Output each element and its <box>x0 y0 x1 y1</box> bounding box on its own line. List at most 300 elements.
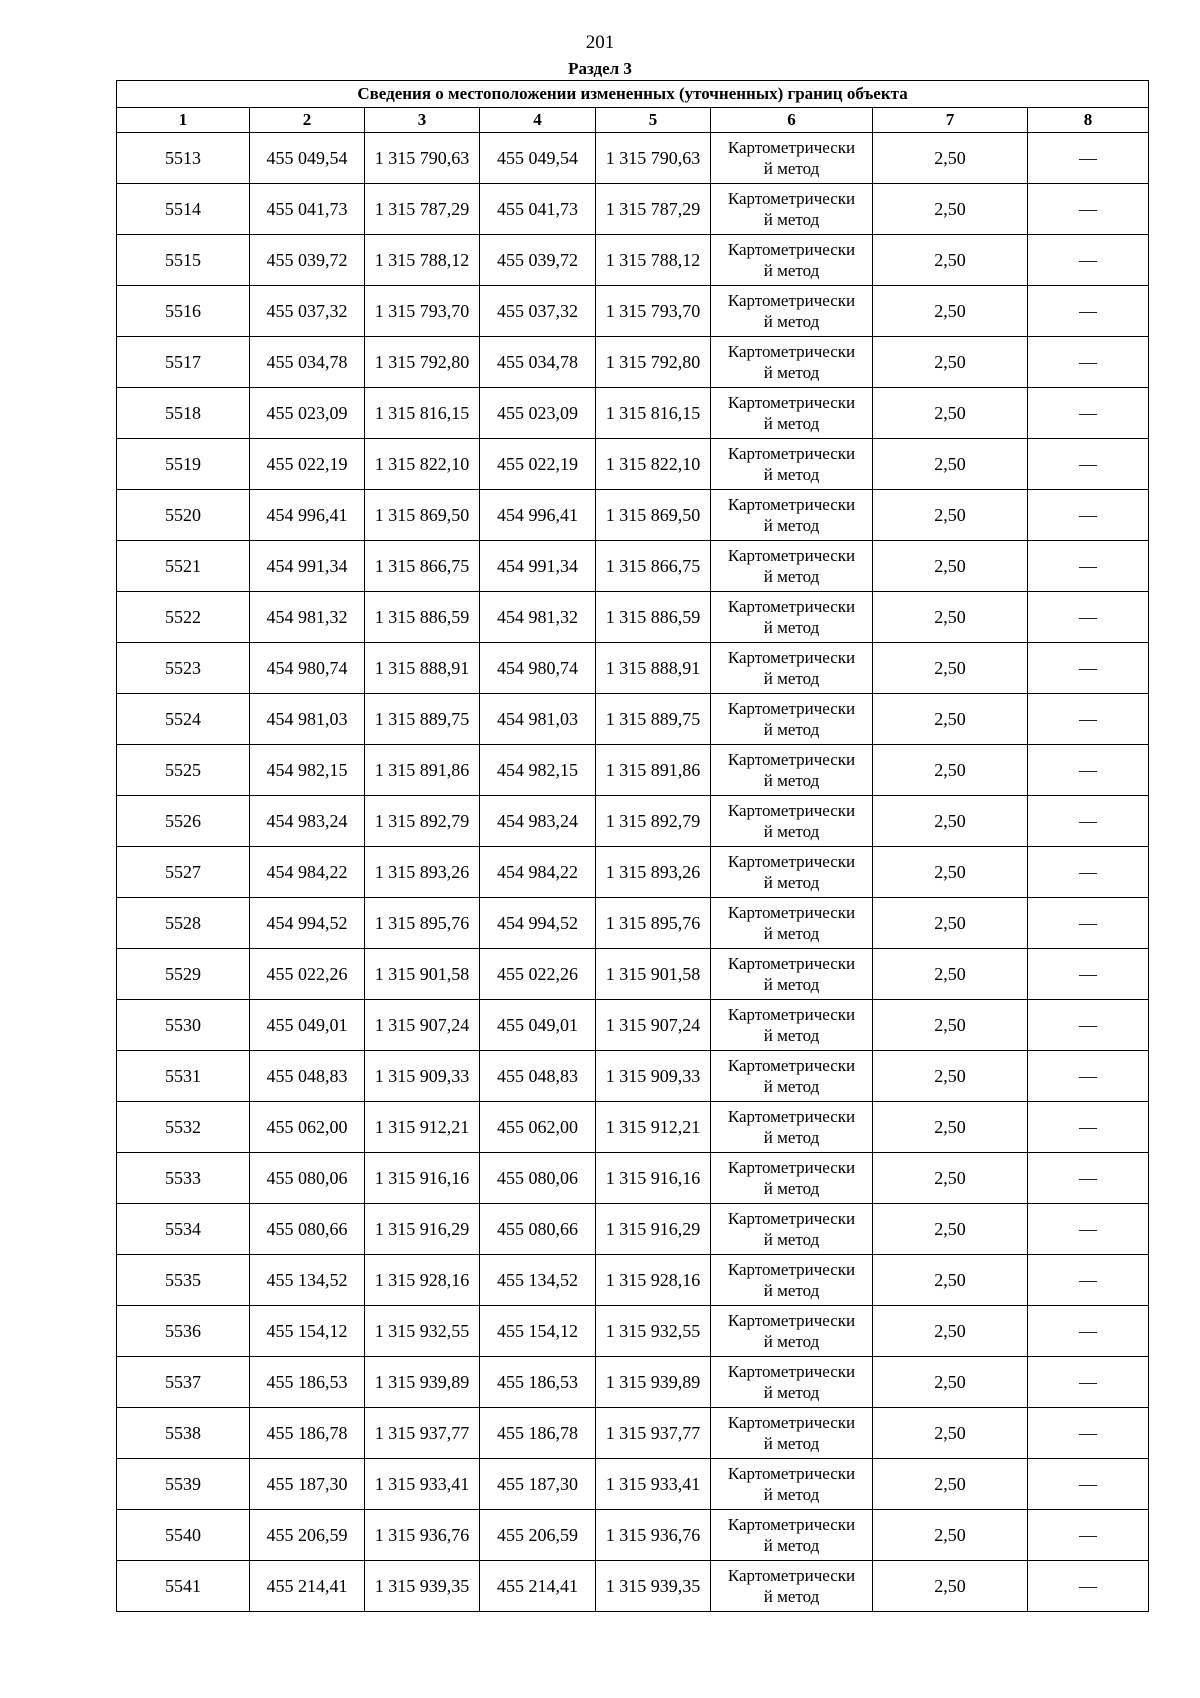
new-y-coordinate: 1 315 788,12 <box>596 235 711 286</box>
existing-y-coordinate: 1 315 886,59 <box>365 592 480 643</box>
point-number: 5523 <box>117 643 250 694</box>
note-dash: — <box>1028 796 1149 847</box>
method-line1: Картометрически <box>727 1158 856 1177</box>
accuracy-value: 2,50 <box>873 694 1028 745</box>
column-number: 2 <box>250 108 365 133</box>
method-line1: Картометрически <box>727 495 856 514</box>
new-y-coordinate: 1 315 909,33 <box>596 1051 711 1102</box>
determination-method <box>711 184 873 235</box>
new-y-coordinate: 1 315 816,15 <box>596 388 711 439</box>
point-number: 5513 <box>117 133 250 184</box>
method-line2: й метод <box>763 924 820 943</box>
new-x-coordinate: 455 062,00 <box>480 1102 596 1153</box>
existing-x-coordinate: 455 048,83 <box>250 1051 365 1102</box>
determination-method <box>711 1459 873 1510</box>
existing-x-coordinate: 455 022,26 <box>250 949 365 1000</box>
determination-method <box>711 592 873 643</box>
existing-x-coordinate: 454 980,74 <box>250 643 365 694</box>
point-number: 5540 <box>117 1510 250 1561</box>
new-x-coordinate: 455 023,09 <box>480 388 596 439</box>
new-x-coordinate: 455 214,41 <box>480 1561 596 1612</box>
note-dash: — <box>1028 184 1149 235</box>
method-line2: й метод <box>763 210 820 229</box>
existing-y-coordinate: 1 315 790,63 <box>365 133 480 184</box>
new-y-coordinate: 1 315 939,35 <box>596 1561 711 1612</box>
accuracy-value: 2,50 <box>873 1000 1028 1051</box>
determination-method <box>711 898 873 949</box>
method-line1: Картометрически <box>727 597 856 616</box>
new-x-coordinate: 455 049,01 <box>480 1000 596 1051</box>
note-dash: — <box>1028 490 1149 541</box>
accuracy-value: 2,50 <box>873 1357 1028 1408</box>
new-y-coordinate: 1 315 792,80 <box>596 337 711 388</box>
accuracy-value: 2,50 <box>873 1102 1028 1153</box>
new-x-coordinate: 454 991,34 <box>480 541 596 592</box>
method-line1: Картометрически <box>727 1515 856 1534</box>
point-number: 5525 <box>117 745 250 796</box>
new-x-coordinate: 455 187,30 <box>480 1459 596 1510</box>
accuracy-value: 2,50 <box>873 1153 1028 1204</box>
existing-y-coordinate: 1 315 793,70 <box>365 286 480 337</box>
table-body <box>117 133 1149 1612</box>
determination-method <box>711 643 873 694</box>
accuracy-value: 2,50 <box>873 898 1028 949</box>
table-row <box>117 1510 1149 1561</box>
table-row <box>117 1306 1149 1357</box>
method-line1: Картометрически <box>727 1464 856 1483</box>
existing-x-coordinate: 454 983,24 <box>250 796 365 847</box>
point-number: 5531 <box>117 1051 250 1102</box>
existing-x-coordinate: 455 049,54 <box>250 133 365 184</box>
new-y-coordinate: 1 315 886,59 <box>596 592 711 643</box>
point-number: 5536 <box>117 1306 250 1357</box>
point-number: 5524 <box>117 694 250 745</box>
method-line2: й метод <box>763 312 820 331</box>
existing-x-coordinate: 455 186,78 <box>250 1408 365 1459</box>
existing-y-coordinate: 1 315 932,55 <box>365 1306 480 1357</box>
existing-y-coordinate: 1 315 787,29 <box>365 184 480 235</box>
method-line2: й метод <box>763 669 820 688</box>
table-row <box>117 1408 1149 1459</box>
new-y-coordinate: 1 315 793,70 <box>596 286 711 337</box>
existing-x-coordinate: 455 134,52 <box>250 1255 365 1306</box>
existing-y-coordinate: 1 315 937,77 <box>365 1408 480 1459</box>
determination-method <box>711 1204 873 1255</box>
new-x-coordinate: 454 994,52 <box>480 898 596 949</box>
determination-method <box>711 1561 873 1612</box>
table-row <box>117 235 1149 286</box>
new-x-coordinate: 455 206,59 <box>480 1510 596 1561</box>
determination-method <box>711 1051 873 1102</box>
determination-method <box>711 388 873 439</box>
determination-method <box>711 1408 873 1459</box>
method-line2: й метод <box>763 1434 820 1453</box>
accuracy-value: 2,50 <box>873 796 1028 847</box>
new-x-coordinate: 454 996,41 <box>480 490 596 541</box>
existing-x-coordinate: 455 034,78 <box>250 337 365 388</box>
accuracy-value: 2,50 <box>873 1408 1028 1459</box>
new-x-coordinate: 454 983,24 <box>480 796 596 847</box>
existing-x-coordinate: 455 080,66 <box>250 1204 365 1255</box>
existing-y-coordinate: 1 315 822,10 <box>365 439 480 490</box>
table-row <box>117 745 1149 796</box>
new-x-coordinate: 455 080,66 <box>480 1204 596 1255</box>
determination-method <box>711 694 873 745</box>
table-row <box>117 847 1149 898</box>
method-line1: Картометрически <box>727 1413 856 1432</box>
table-row <box>117 1561 1149 1612</box>
existing-x-coordinate: 455 206,59 <box>250 1510 365 1561</box>
method-line1: Картометрически <box>727 1260 856 1279</box>
existing-y-coordinate: 1 315 916,16 <box>365 1153 480 1204</box>
point-number: 5520 <box>117 490 250 541</box>
note-dash: — <box>1028 592 1149 643</box>
new-y-coordinate: 1 315 928,16 <box>596 1255 711 1306</box>
new-x-coordinate: 454 984,22 <box>480 847 596 898</box>
accuracy-value: 2,50 <box>873 1255 1028 1306</box>
method-line1: Картометрически <box>727 699 856 718</box>
table-row <box>117 1204 1149 1255</box>
table-row <box>117 337 1149 388</box>
new-x-coordinate: 455 134,52 <box>480 1255 596 1306</box>
determination-method <box>711 1255 873 1306</box>
determination-method <box>711 337 873 388</box>
column-number: 4 <box>480 108 596 133</box>
note-dash: — <box>1028 1357 1149 1408</box>
table-caption: Сведения о местоположении измененных (уточненных) границ объекта <box>117 81 1149 108</box>
note-dash: — <box>1028 643 1149 694</box>
new-x-coordinate: 455 186,53 <box>480 1357 596 1408</box>
point-number: 5522 <box>117 592 250 643</box>
accuracy-value: 2,50 <box>873 1459 1028 1510</box>
determination-method <box>711 1102 873 1153</box>
existing-x-coordinate: 455 186,53 <box>250 1357 365 1408</box>
method-line1: Картометрически <box>727 444 856 463</box>
new-y-coordinate: 1 315 869,50 <box>596 490 711 541</box>
new-x-coordinate: 455 080,06 <box>480 1153 596 1204</box>
new-y-coordinate: 1 315 901,58 <box>596 949 711 1000</box>
table-row <box>117 1102 1149 1153</box>
existing-x-coordinate: 455 214,41 <box>250 1561 365 1612</box>
existing-y-coordinate: 1 315 909,33 <box>365 1051 480 1102</box>
accuracy-value: 2,50 <box>873 235 1028 286</box>
table-row <box>117 643 1149 694</box>
new-x-coordinate: 455 039,72 <box>480 235 596 286</box>
method-line2: й метод <box>763 1485 820 1504</box>
column-number: 6 <box>711 108 873 133</box>
note-dash: — <box>1028 1102 1149 1153</box>
existing-x-coordinate: 454 982,15 <box>250 745 365 796</box>
column-number: 5 <box>596 108 711 133</box>
point-number: 5538 <box>117 1408 250 1459</box>
existing-y-coordinate: 1 315 939,35 <box>365 1561 480 1612</box>
existing-y-coordinate: 1 315 866,75 <box>365 541 480 592</box>
method-line1: Картометрически <box>727 1005 856 1024</box>
method-line2: й метод <box>763 720 820 739</box>
method-line2: й метод <box>763 1587 820 1606</box>
table-row <box>117 490 1149 541</box>
determination-method <box>711 133 873 184</box>
accuracy-value: 2,50 <box>873 490 1028 541</box>
existing-x-coordinate: 454 984,22 <box>250 847 365 898</box>
existing-y-coordinate: 1 315 792,80 <box>365 337 480 388</box>
table-row <box>117 439 1149 490</box>
table-row <box>117 694 1149 745</box>
existing-y-coordinate: 1 315 895,76 <box>365 898 480 949</box>
existing-y-coordinate: 1 315 939,89 <box>365 1357 480 1408</box>
new-x-coordinate: 455 037,32 <box>480 286 596 337</box>
new-y-coordinate: 1 315 912,21 <box>596 1102 711 1153</box>
existing-x-coordinate: 455 023,09 <box>250 388 365 439</box>
existing-y-coordinate: 1 315 912,21 <box>365 1102 480 1153</box>
determination-method <box>711 1306 873 1357</box>
accuracy-value: 2,50 <box>873 184 1028 235</box>
existing-x-coordinate: 455 041,73 <box>250 184 365 235</box>
column-number: 8 <box>1028 108 1149 133</box>
determination-method <box>711 490 873 541</box>
existing-y-coordinate: 1 315 888,91 <box>365 643 480 694</box>
note-dash: — <box>1028 235 1149 286</box>
note-dash: — <box>1028 1255 1149 1306</box>
method-line2: й метод <box>763 414 820 433</box>
note-dash: — <box>1028 1051 1149 1102</box>
accuracy-value: 2,50 <box>873 592 1028 643</box>
accuracy-value: 2,50 <box>873 1204 1028 1255</box>
method-line1: Картометрически <box>727 291 856 310</box>
point-number: 5528 <box>117 898 250 949</box>
new-x-coordinate: 455 022,26 <box>480 949 596 1000</box>
existing-x-coordinate: 455 049,01 <box>250 1000 365 1051</box>
table-row <box>117 1255 1149 1306</box>
method-line2: й метод <box>763 1026 820 1045</box>
existing-y-coordinate: 1 315 893,26 <box>365 847 480 898</box>
new-y-coordinate: 1 315 891,86 <box>596 745 711 796</box>
note-dash: — <box>1028 286 1149 337</box>
new-x-coordinate: 455 186,78 <box>480 1408 596 1459</box>
method-line2: й метод <box>763 363 820 382</box>
note-dash: — <box>1028 1153 1149 1204</box>
method-line2: й метод <box>763 567 820 586</box>
table-row <box>117 388 1149 439</box>
point-number: 5521 <box>117 541 250 592</box>
method-line2: й метод <box>763 822 820 841</box>
point-number: 5514 <box>117 184 250 235</box>
point-number: 5535 <box>117 1255 250 1306</box>
point-number: 5517 <box>117 337 250 388</box>
method-line2: й метод <box>763 1536 820 1555</box>
note-dash: — <box>1028 745 1149 796</box>
accuracy-value: 2,50 <box>873 286 1028 337</box>
method-line2: й метод <box>763 618 820 637</box>
new-y-coordinate: 1 315 888,91 <box>596 643 711 694</box>
point-number: 5534 <box>117 1204 250 1255</box>
determination-method <box>711 1000 873 1051</box>
method-line1: Картометрически <box>727 903 856 922</box>
existing-x-coordinate: 455 037,32 <box>250 286 365 337</box>
note-dash: — <box>1028 439 1149 490</box>
column-number: 3 <box>365 108 480 133</box>
new-x-coordinate: 454 980,74 <box>480 643 596 694</box>
existing-y-coordinate: 1 315 936,76 <box>365 1510 480 1561</box>
new-x-coordinate: 455 154,12 <box>480 1306 596 1357</box>
note-dash: — <box>1028 1000 1149 1051</box>
page-number: 201 <box>585 32 615 53</box>
determination-method <box>711 286 873 337</box>
new-y-coordinate: 1 315 939,89 <box>596 1357 711 1408</box>
existing-y-coordinate: 1 315 869,50 <box>365 490 480 541</box>
note-dash: — <box>1028 1306 1149 1357</box>
existing-y-coordinate: 1 315 892,79 <box>365 796 480 847</box>
new-y-coordinate: 1 315 889,75 <box>596 694 711 745</box>
method-line1: Картометрически <box>727 648 856 667</box>
method-line2: й метод <box>763 465 820 484</box>
note-dash: — <box>1028 694 1149 745</box>
note-dash: — <box>1028 541 1149 592</box>
new-x-coordinate: 455 034,78 <box>480 337 596 388</box>
table-row <box>117 949 1149 1000</box>
accuracy-value: 2,50 <box>873 541 1028 592</box>
table-row <box>117 541 1149 592</box>
existing-y-coordinate: 1 315 816,15 <box>365 388 480 439</box>
table-row <box>117 184 1149 235</box>
new-y-coordinate: 1 315 892,79 <box>596 796 711 847</box>
existing-y-coordinate: 1 315 933,41 <box>365 1459 480 1510</box>
note-dash: — <box>1028 847 1149 898</box>
accuracy-value: 2,50 <box>873 643 1028 694</box>
new-y-coordinate: 1 315 916,29 <box>596 1204 711 1255</box>
note-dash: — <box>1028 337 1149 388</box>
new-y-coordinate: 1 315 932,55 <box>596 1306 711 1357</box>
accuracy-value: 2,50 <box>873 1510 1028 1561</box>
column-number-row <box>117 108 1149 133</box>
method-line1: Картометрически <box>727 393 856 412</box>
point-number: 5515 <box>117 235 250 286</box>
new-y-coordinate: 1 315 933,41 <box>596 1459 711 1510</box>
method-line2: й метод <box>763 1179 820 1198</box>
existing-x-coordinate: 455 039,72 <box>250 235 365 286</box>
method-line2: й метод <box>763 516 820 535</box>
new-y-coordinate: 1 315 787,29 <box>596 184 711 235</box>
existing-y-coordinate: 1 315 901,58 <box>365 949 480 1000</box>
method-line1: Картометрически <box>727 852 856 871</box>
table-row <box>117 796 1149 847</box>
accuracy-value: 2,50 <box>873 745 1028 796</box>
method-line2: й метод <box>763 1281 820 1300</box>
new-y-coordinate: 1 315 907,24 <box>596 1000 711 1051</box>
method-line2: й метод <box>763 975 820 994</box>
accuracy-value: 2,50 <box>873 847 1028 898</box>
point-number: 5539 <box>117 1459 250 1510</box>
determination-method <box>711 745 873 796</box>
existing-x-coordinate: 455 154,12 <box>250 1306 365 1357</box>
method-line1: Картометрически <box>727 1209 856 1228</box>
method-line1: Картометрически <box>727 189 856 208</box>
point-number: 5537 <box>117 1357 250 1408</box>
point-number: 5516 <box>117 286 250 337</box>
determination-method <box>711 1510 873 1561</box>
point-number: 5518 <box>117 388 250 439</box>
method-line1: Картометрически <box>727 138 856 157</box>
note-dash: — <box>1028 388 1149 439</box>
new-y-coordinate: 1 315 936,76 <box>596 1510 711 1561</box>
existing-x-coordinate: 454 994,52 <box>250 898 365 949</box>
accuracy-value: 2,50 <box>873 337 1028 388</box>
determination-method <box>711 235 873 286</box>
new-y-coordinate: 1 315 895,76 <box>596 898 711 949</box>
note-dash: — <box>1028 133 1149 184</box>
method-line1: Картометрически <box>727 240 856 259</box>
method-line2: й метод <box>763 771 820 790</box>
method-line1: Картометрически <box>727 954 856 973</box>
existing-x-coordinate: 454 991,34 <box>250 541 365 592</box>
existing-x-coordinate: 454 981,03 <box>250 694 365 745</box>
method-line1: Картометрически <box>727 342 856 361</box>
determination-method <box>711 541 873 592</box>
table-row <box>117 133 1149 184</box>
new-y-coordinate: 1 315 937,77 <box>596 1408 711 1459</box>
determination-method <box>711 847 873 898</box>
determination-method <box>711 1357 873 1408</box>
new-x-coordinate: 455 041,73 <box>480 184 596 235</box>
method-line2: й метод <box>763 1332 820 1351</box>
accuracy-value: 2,50 <box>873 388 1028 439</box>
accuracy-value: 2,50 <box>873 1561 1028 1612</box>
note-dash: — <box>1028 898 1149 949</box>
existing-y-coordinate: 1 315 788,12 <box>365 235 480 286</box>
accuracy-value: 2,50 <box>873 439 1028 490</box>
new-y-coordinate: 1 315 822,10 <box>596 439 711 490</box>
point-number: 5541 <box>117 1561 250 1612</box>
point-number: 5533 <box>117 1153 250 1204</box>
note-dash: — <box>1028 1408 1149 1459</box>
point-number: 5527 <box>117 847 250 898</box>
method-line2: й метод <box>763 1383 820 1402</box>
method-line2: й метод <box>763 1077 820 1096</box>
determination-method <box>711 1153 873 1204</box>
method-line1: Картометрически <box>727 750 856 769</box>
determination-method <box>711 949 873 1000</box>
method-line2: й метод <box>763 1128 820 1147</box>
coordinates-table <box>116 80 1149 1612</box>
method-line2: й метод <box>763 1230 820 1249</box>
new-x-coordinate: 455 049,54 <box>480 133 596 184</box>
method-line1: Картометрически <box>727 1107 856 1126</box>
table-row <box>117 592 1149 643</box>
existing-x-coordinate: 454 996,41 <box>250 490 365 541</box>
note-dash: — <box>1028 949 1149 1000</box>
new-y-coordinate: 1 315 893,26 <box>596 847 711 898</box>
method-line2: й метод <box>763 159 820 178</box>
method-line2: й метод <box>763 261 820 280</box>
point-number: 5519 <box>117 439 250 490</box>
point-number: 5526 <box>117 796 250 847</box>
point-number: 5529 <box>117 949 250 1000</box>
accuracy-value: 2,50 <box>873 1306 1028 1357</box>
table-row <box>117 1000 1149 1051</box>
new-x-coordinate: 455 022,19 <box>480 439 596 490</box>
method-line1: Картометрически <box>727 1362 856 1381</box>
method-line1: Картометрически <box>727 1566 856 1585</box>
table-row <box>117 898 1149 949</box>
note-dash: — <box>1028 1510 1149 1561</box>
accuracy-value: 2,50 <box>873 133 1028 184</box>
existing-y-coordinate: 1 315 907,24 <box>365 1000 480 1051</box>
column-number: 7 <box>873 108 1028 133</box>
point-number: 5532 <box>117 1102 250 1153</box>
note-dash: — <box>1028 1561 1149 1612</box>
method-line1: Картометрически <box>727 1056 856 1075</box>
new-x-coordinate: 454 981,03 <box>480 694 596 745</box>
